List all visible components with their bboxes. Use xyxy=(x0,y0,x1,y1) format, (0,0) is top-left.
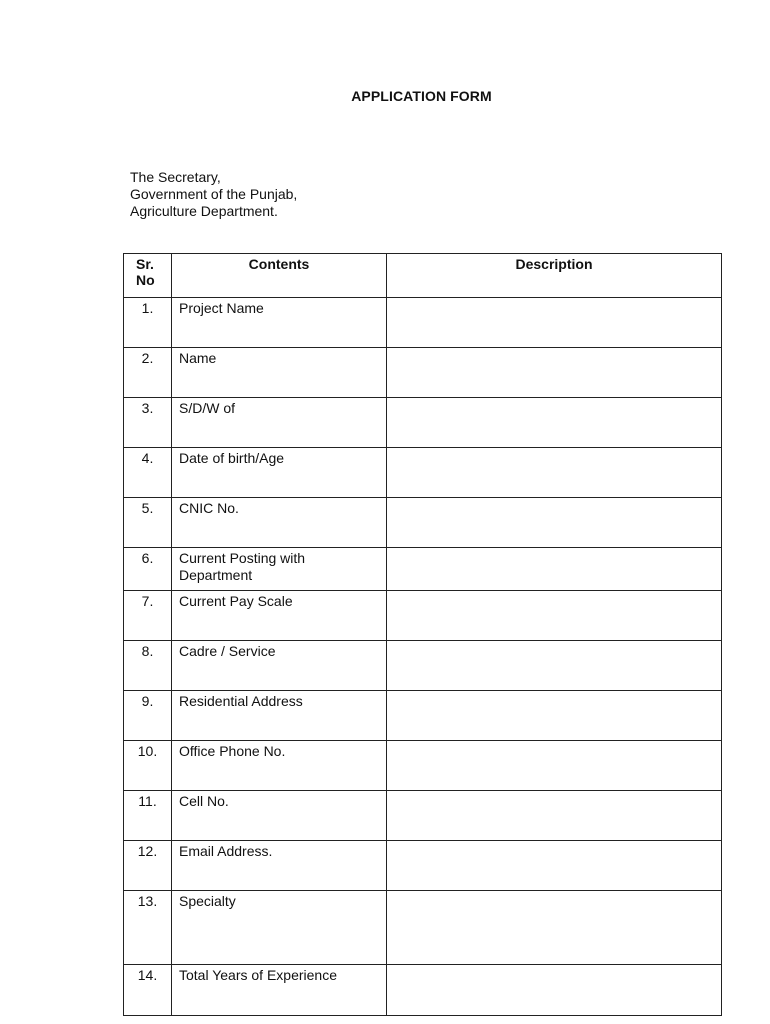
sr-cell: 8. xyxy=(124,641,172,691)
application-table xyxy=(123,253,722,1016)
sr-cell: 7. xyxy=(124,591,172,641)
content-cell: Office Phone No. xyxy=(172,741,387,791)
description-cell[interactable] xyxy=(387,841,722,891)
table-row xyxy=(124,348,722,398)
description-cell[interactable] xyxy=(387,591,722,641)
table-row xyxy=(124,298,722,348)
content-cell: Email Address. xyxy=(172,841,387,891)
sr-cell: 1. xyxy=(124,298,172,348)
table-row xyxy=(124,448,722,498)
sr-cell: 9. xyxy=(124,691,172,741)
sr-cell: 4. xyxy=(124,448,172,498)
table-row xyxy=(124,641,722,691)
description-cell[interactable] xyxy=(387,741,722,791)
table-row xyxy=(124,841,722,891)
content-cell: CNIC No. xyxy=(172,498,387,548)
description-cell[interactable] xyxy=(387,448,722,498)
content-cell: Cadre / Service xyxy=(172,641,387,691)
addressee-line-1: The Secretary, xyxy=(130,169,221,185)
addressee-line-3: Agriculture Department. xyxy=(130,203,278,219)
form-title: APPLICATION FORM xyxy=(351,88,492,104)
content-cell: Total Years of Experience xyxy=(172,965,387,1016)
description-cell[interactable] xyxy=(387,298,722,348)
table-row xyxy=(124,398,722,448)
sr-cell: 14. xyxy=(124,965,172,1016)
description-header: Description xyxy=(387,254,722,298)
sr-header-line-1: Sr. xyxy=(136,256,154,272)
description-cell[interactable] xyxy=(387,498,722,548)
description-cell[interactable] xyxy=(387,641,722,691)
sr-cell: 2. xyxy=(124,348,172,398)
description-cell[interactable] xyxy=(387,891,722,965)
description-cell[interactable] xyxy=(387,965,722,1016)
table-row xyxy=(124,791,722,841)
table-row xyxy=(124,548,722,591)
sr-no-header xyxy=(124,254,172,298)
description-cell[interactable] xyxy=(387,398,722,448)
sr-cell: 3. xyxy=(124,398,172,448)
table-row xyxy=(124,741,722,791)
sr-header-line-2: No xyxy=(136,272,155,288)
table-row xyxy=(124,891,722,965)
description-cell[interactable] xyxy=(387,548,722,591)
content-cell: Current Posting with Department xyxy=(172,548,387,591)
content-cell: Residential Address xyxy=(172,691,387,741)
content-cell: Specialty xyxy=(172,891,387,965)
table-header-row xyxy=(124,254,722,298)
table-row xyxy=(124,691,722,741)
contents-header: Contents xyxy=(172,254,387,298)
sr-cell: 12. xyxy=(124,841,172,891)
sr-cell: 13. xyxy=(124,891,172,965)
content-cell: Date of birth/Age xyxy=(172,448,387,498)
sr-cell: 5. xyxy=(124,498,172,548)
sr-cell: 6. xyxy=(124,548,172,591)
content-cell: Cell No. xyxy=(172,791,387,841)
content-cell: Name xyxy=(172,348,387,398)
table-row xyxy=(124,591,722,641)
addressee-line-2: Government of the Punjab, xyxy=(130,186,298,202)
sr-cell: 10. xyxy=(124,741,172,791)
content-cell: Project Name xyxy=(172,298,387,348)
table-row xyxy=(124,498,722,548)
description-cell[interactable] xyxy=(387,691,722,741)
sr-cell: 11. xyxy=(124,791,172,841)
content-cell: Current Pay Scale xyxy=(172,591,387,641)
description-cell[interactable] xyxy=(387,348,722,398)
table-row xyxy=(124,965,722,1016)
content-cell: S/D/W of xyxy=(172,398,387,448)
description-cell[interactable] xyxy=(387,791,722,841)
addressee-block xyxy=(130,169,297,220)
